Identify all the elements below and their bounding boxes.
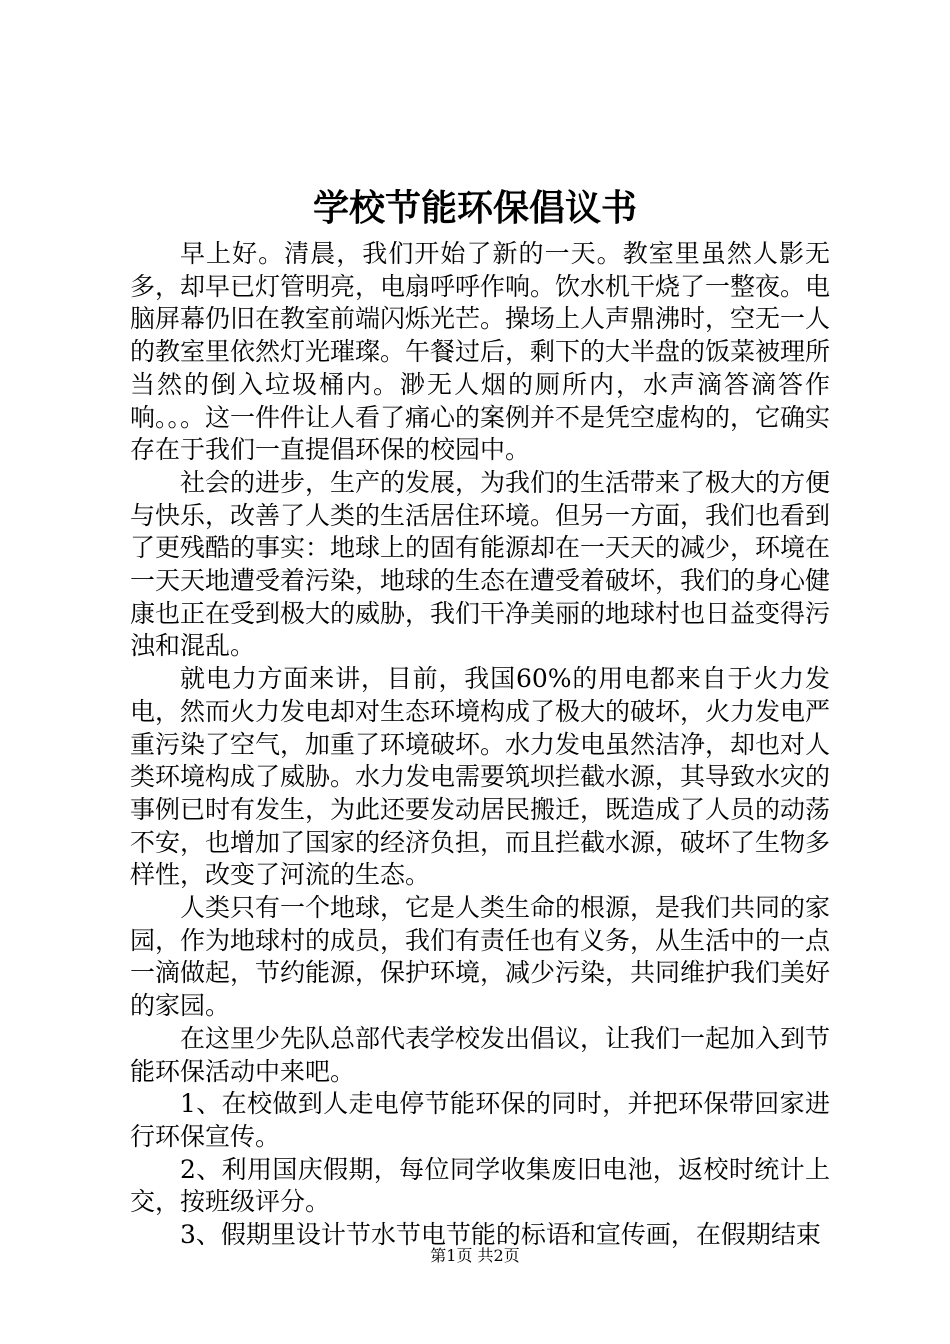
paragraph: 人类只有一个地球，它是人类生命的根源，是我们共同的家园，作为地球村的成员，我们有责任也有义务，从生活中的一点一滴做起，节约能源，保护环境，减少污染，共同维护我们美好的家园。 (130, 893, 831, 1021)
document-body (130, 238, 830, 1252)
list-item: 3、假期里设计节水节电节能的标语和宣传画，在假期结束 (180, 1220, 821, 1250)
paragraph: 就电力方面来讲，目前，我国60%的用电都来自于火力发电，然而火力发电却对生态环境构成了极大的破坏，火力发电严重污染了空气，加重了环境破坏。水力发电虽然洁净，却也对人类环境构成了威胁。水力发电需要筑坝拦截水源，其导致水灾的事例已时有发生，为此还要发动居民搬迁，既造成了人员的动荡不安，也增加了国家的经济负担，而且拦截水源，破坏了生物多样性，改变了河流的生态。 (130, 664, 831, 890)
page-footer: 第1页 共2页 (430, 1246, 520, 1265)
paragraph: 社会的进步，生产的发展，为我们的生活带来了极大的方便与快乐，改善了人类的生活居住环境。但另一方面，我们也看到了更残酷的事实：地球上的固有能源却在一天天的减少，环境在一天天地遭受着污染，地球的生态在遭受着破坏，我们的身心健康也正在受到极大的威胁，我们干净美丽的地球村也日益变得污浊和混乱。 (130, 467, 831, 661)
list-item: 2、利用国庆假期，每位同学收集废旧电池，返校时统计上交，按班级评分。 (130, 1154, 830, 1217)
paragraph: 在这里少先队总部代表学校发出倡议，让我们一起加入到节能环保活动中来吧。 (130, 1023, 831, 1086)
document-title: 学校节能环保倡议书 (312, 187, 637, 229)
paragraph: 早上好。清晨，我们开始了新的一天。教室里虽然人影无多，却早已灯管明亮，电扇呼呼作响。饮水机干烧了一整夜。电脑屏幕仍旧在教室前端闪烁光芒。操场上人声鼎沸时，空无一人的教室里依然灯光璀璨。午餐过后，剩下的大半盘的饭菜被理所当然的倒入垃圾桶内。渺无人烟的厕所内，水声滴答滴答作响。。。这一件件让人看了痛心的案例并不是凭空虚构的，它确实存在于我们一直提倡环保的校园中。 (130, 239, 831, 465)
list-item: 1、在校做到人走电停节能环保的同时，并把环保带回家进行环保宣传。 (130, 1089, 830, 1151)
